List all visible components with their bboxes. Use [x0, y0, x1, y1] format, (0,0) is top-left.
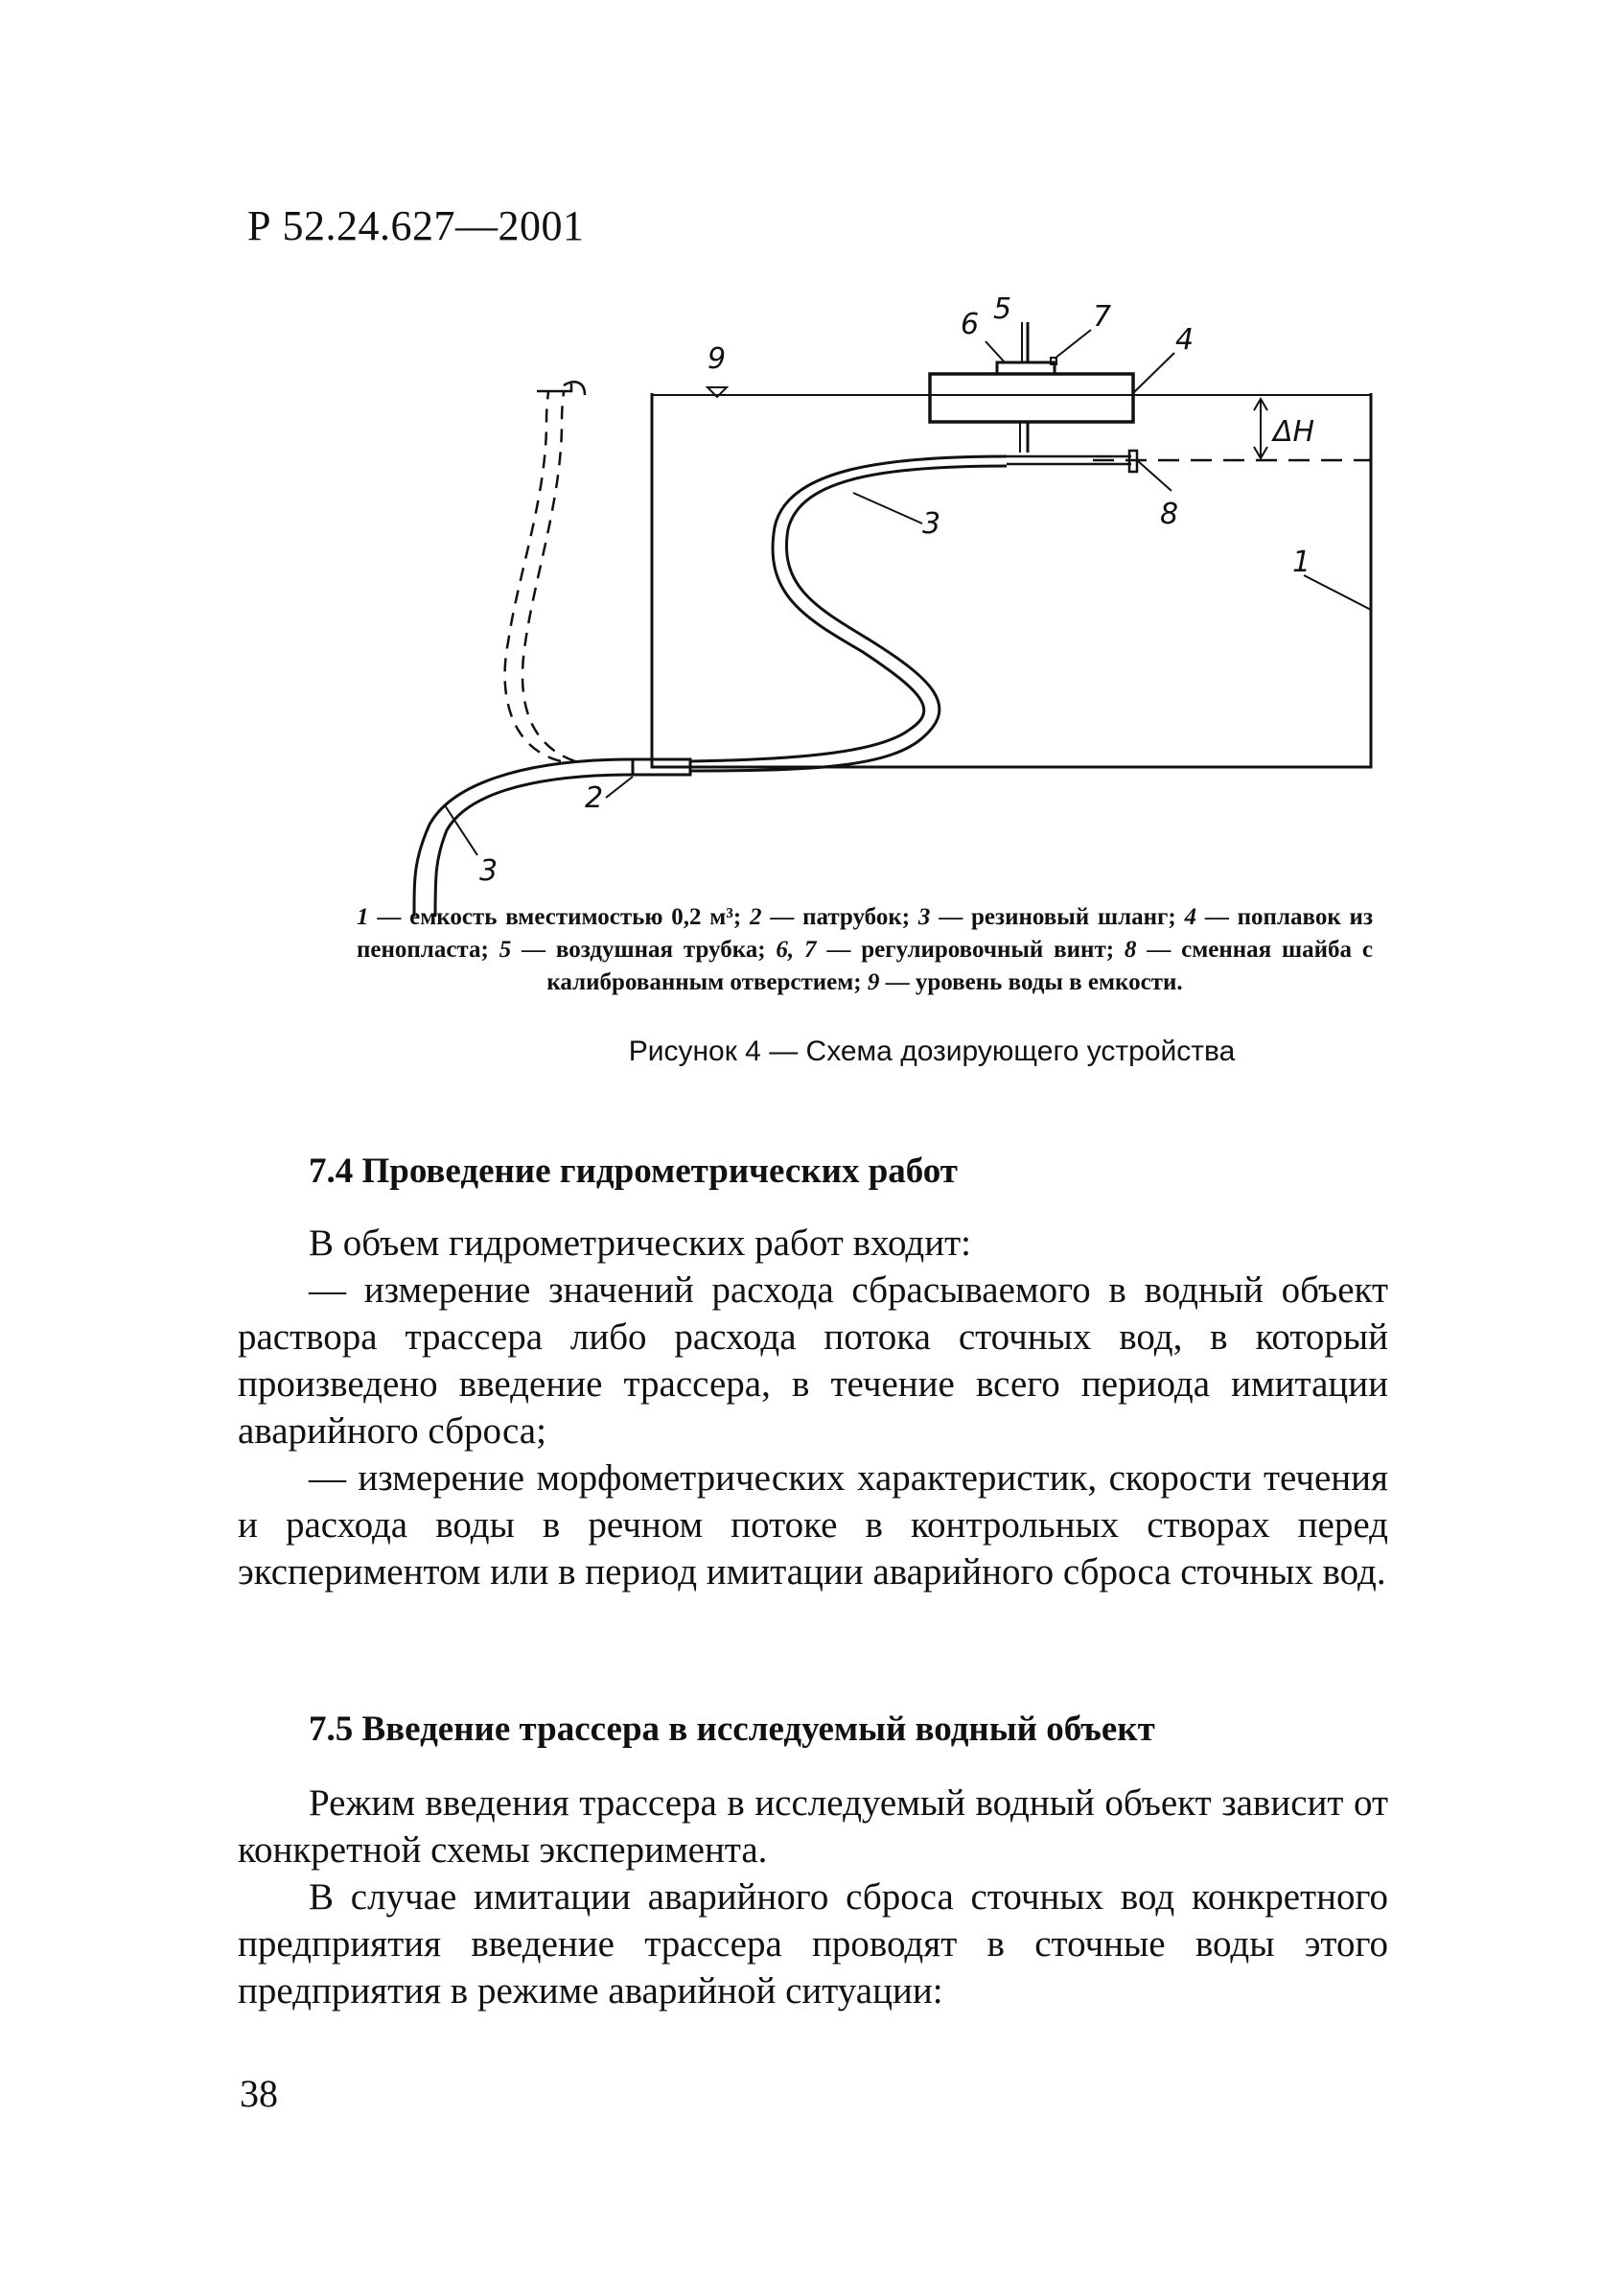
section-7-4-body [238, 1220, 1388, 1595]
leader-7 [1055, 330, 1091, 359]
document-code: Р 52.24.627—2001 [247, 202, 585, 249]
hose-inside [690, 456, 1007, 761]
figure-legend [357, 901, 1373, 999]
legend-num-2: 2 [749, 904, 762, 930]
legend-text-3: — резиновый шланг; [930, 904, 1185, 930]
paragraph: В объем гидрометрических работ входит: [309, 1222, 971, 1264]
legend-num-6-7: 6, 7 [776, 937, 817, 963]
hose-raised-dashed [505, 391, 561, 761]
label-3-outside: 3 [479, 854, 499, 888]
leader-3a [853, 493, 922, 523]
leader-2 [606, 777, 633, 798]
paragraph: — измерение морфометрических характеристик, скорости течения и расхода воды в речном потоке в контрольных створах перед экспериментом или в период имитации аварийного сброса сточных вод. [238, 1457, 1388, 1593]
leader-8 [1137, 460, 1172, 491]
label-2: 2 [585, 781, 604, 815]
figure-dosing-device [345, 288, 1390, 920]
dosing-device-diagram [345, 288, 1390, 920]
legend-text-6-7: — регулировочный винт; [816, 937, 1125, 963]
label-6: 6 [961, 308, 980, 341]
figure-caption: Рисунок 4 — Схема дозирующего устройства [628, 1035, 1236, 1067]
label-delta-h: ΔH [1273, 415, 1315, 449]
legend-num-9: 9 [867, 969, 880, 995]
paragraph: Режим введения трассера в исследуемый водный объект зависит от конкретной схемы эксперимента. [238, 1782, 1388, 1871]
legend-text-8: — сменная шайба с калиброванным отверстием; [546, 937, 1374, 995]
leader-6 [986, 341, 1005, 362]
label-9: 9 [708, 342, 727, 376]
container-outline [652, 393, 1371, 767]
paragraph: В случае имитации аварийного сброса сточных вод конкретного предприятия введение трассера проводят в сточные воды этого предприятия в режиме аварийной ситуации: [238, 1876, 1388, 2012]
label-3-inside: 3 [922, 507, 941, 541]
legend-num-5: 5 [499, 937, 512, 963]
section-heading-7-5: 7.5 Введение трассера в исследуемый водный объект [309, 1710, 1155, 1749]
legend-text-4: — поплавок из пенопласта; [357, 904, 1373, 963]
legend-text-5: — воздушная трубка; [511, 937, 777, 963]
legend-num-8: 8 [1124, 937, 1137, 963]
legend-text-9: — уровень воды в емкости. [879, 969, 1183, 995]
legend-num-3: 3 [917, 904, 931, 930]
label-8: 8 [1160, 498, 1179, 531]
page-number: 38 [240, 2072, 278, 2115]
label-4: 4 [1175, 323, 1195, 357]
section-7-5-body [238, 1780, 1388, 2014]
label-5: 5 [993, 292, 1012, 326]
paragraph: — измерение значений расхода сбрасываемого в водный объект раствора трассера либо расхода потока сточных вод, в который произведено введение трассера, в течение всего периода имитации аварийного сброса; [238, 1269, 1388, 1452]
legend-num-4: 4 [1184, 904, 1197, 930]
legend-text-1: — емкость вместимостью 0,2 м³; [368, 904, 750, 930]
legend-num-1: 1 [357, 904, 369, 930]
label-7: 7 [1093, 300, 1112, 334]
leader-4 [1133, 353, 1174, 393]
foam-float [930, 374, 1133, 422]
legend-text-2: — патрубок; [761, 904, 918, 930]
float-cap [997, 362, 1055, 374]
section-heading-7-4: 7.4 Проведение гидрометрических работ [309, 1152, 958, 1191]
leader-1 [1304, 575, 1371, 610]
label-1: 1 [1292, 546, 1311, 579]
figure-caption-wrap [0, 1035, 1624, 1068]
